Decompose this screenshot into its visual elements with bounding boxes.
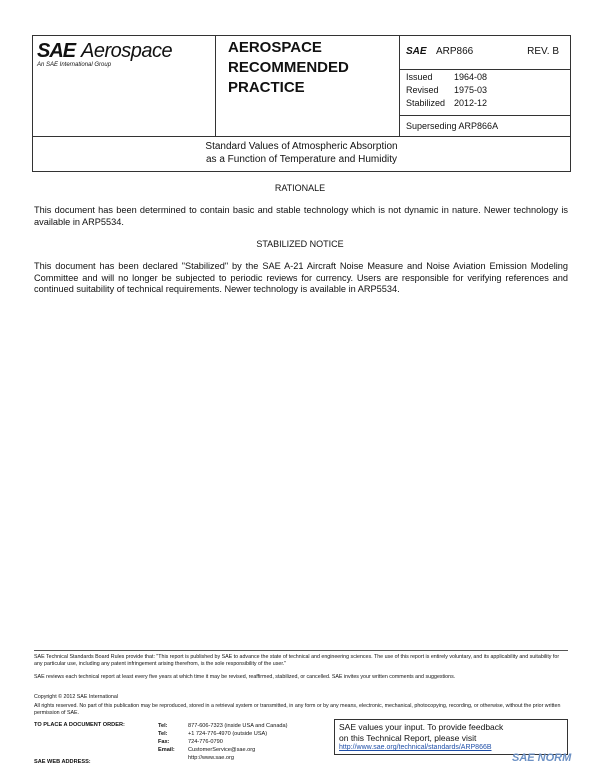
logo-cell xyxy=(33,36,215,136)
date-row: Revised 1975-03 xyxy=(406,85,488,95)
copyright: Copyright © 2012 SAE International xyxy=(34,694,118,700)
dates-block xyxy=(400,69,571,116)
document-title xyxy=(32,135,571,172)
order-label: TO PLACE A DOCUMENT ORDER: xyxy=(34,722,125,728)
date-row: Stabilized 2012-12 xyxy=(406,98,488,108)
section-text: This document has been determined to contain basic and stable technology which is not dynamic in nature. Newer technology is available in ARP5534. xyxy=(34,205,568,227)
title-line-1: Standard Values of Atmospheric Absorption xyxy=(205,141,398,152)
aerospace-logo-text: Aerospace xyxy=(81,40,173,62)
footer-rule xyxy=(34,650,568,651)
web-address-link[interactable]: http://www.sae.org xyxy=(188,755,235,761)
feedback-line-1: SAE values your input. To provide feedback xyxy=(339,722,504,732)
revision: REV. B xyxy=(527,46,559,57)
web-row xyxy=(158,754,288,762)
superseding: Superseding ARP866A xyxy=(406,121,499,131)
doc-info-cell xyxy=(399,36,571,136)
watermark: SAE NORM xyxy=(512,752,572,764)
email-link[interactable]: CustomerService@sae.org xyxy=(188,747,256,753)
footer-rules-text: SAE Technical Standards Board Rules provide that: "This report is published by SAE to advance the state of technical and engineering sciences. The use of this report is entirely voluntary, and its applicability and suitability for any particular use, including any patent infringement arising therefrom, is the sole responsibility of the user." xyxy=(34,654,560,667)
title-line-2: as a Function of Temperature and Humidity xyxy=(205,154,398,165)
web-label: SAE WEB ADDRESS: xyxy=(34,759,91,765)
section-heading: RATIONALE xyxy=(274,183,326,193)
feedback-link[interactable]: http://www.sae.org/technical/standards/ARP866B xyxy=(339,744,492,751)
doc-type: AEROSPACE RECOMMENDED PRACTICE xyxy=(228,39,349,96)
section-text: This document has been declared "Stabilized" by the SAE A-21 Aircraft Noise Measure and Noise Aviation Emission Modeling Committee and will no longer be subjected to periodic reviews for currency. Users are responsible for verifying references and continued suitability of technical requirements. Newer technology is available in ARP5534. xyxy=(34,261,568,294)
feedback-line-2: on this Technical Report, please visit xyxy=(339,732,477,743)
contact-row: Fax: 724-776-0790 xyxy=(158,739,223,745)
contact-row: Tel: +1 724-776-4970 (outside USA) xyxy=(158,731,268,737)
document-header xyxy=(32,35,571,137)
section-heading: STABILIZED NOTICE xyxy=(256,239,344,249)
contact-list xyxy=(158,722,288,762)
logo-subtitle: An SAE International Group xyxy=(37,62,112,68)
date-row: Issued 1964-08 xyxy=(406,72,488,82)
contact-row: Email: CustomerService@sae.org xyxy=(158,747,256,753)
footer-review-text: SAE reviews each technical report at least every five years at which time it may be revised, reaffirmed, stabilized, or cancelled. SAE invites your written comments and suggestions. xyxy=(34,674,456,680)
contact-row: Tel: 877-606-7323 (inside USA and Canada) xyxy=(158,723,288,729)
doc-number-row xyxy=(400,36,571,70)
doc-number: ARP866 xyxy=(436,46,474,57)
doc-type-cell xyxy=(215,36,400,136)
sae-logo: SAE xyxy=(37,40,76,62)
footer-rights-text: All rights reserved. No part of this publication may be reproduced, stored in a retrieval system or transmitted, in any form or by any means, electronic, mechanical, photocopying, recording, or otherwise, without the prior written permission of SAE. xyxy=(34,703,561,716)
sae-small-logo: SAE xyxy=(406,46,427,57)
feedback-box xyxy=(334,719,568,755)
